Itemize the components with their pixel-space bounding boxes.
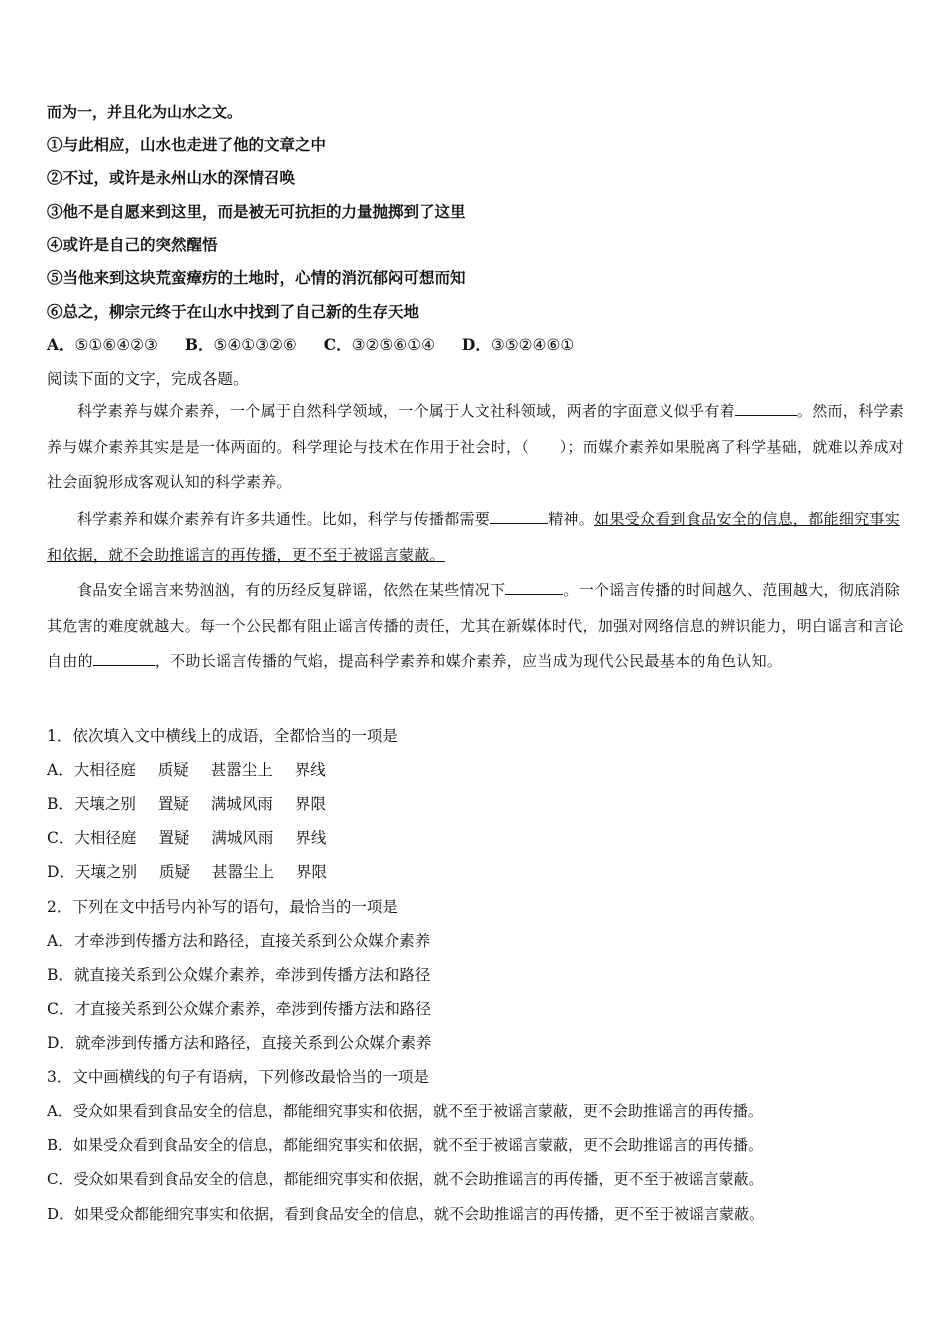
question-3-option-c: C．受众如果看到食品安全的信息，都能细究事实和依据，就不会助推谣言的再传播，更不至于被谣言蒙蔽。 [47, 1170, 764, 1188]
fill-blank [505, 580, 563, 595]
question-3-option-b: B．如果受众看到食品安全的信息，都能细究事实和依据，就不至于被谣言蒙蔽，更不会助推谣言的再传播。 [47, 1136, 764, 1154]
question-1-option-d: D．天壤之别 质疑 甚嚣尘上 界限 [47, 863, 327, 881]
question-2-option-c: C．才直接关系到公众媒介素养，牵涉到传播方法和路径 [47, 1000, 431, 1018]
sentence-5: ⑤当他来到这块荒蛮瘴疠的土地时，心情的消沉郁闷可想而知 [47, 268, 466, 287]
question-1-option-a: A．大相径庭 质疑 甚嚣尘上 界线 [47, 761, 326, 779]
order-options [47, 335, 574, 355]
question-3-stem: 3．文中画横线的句子有语病，下列修改最恰当的一项是 [47, 1068, 429, 1086]
order-option-c: C．③②⑤⑥①④ [323, 335, 435, 354]
fill-blank [490, 509, 548, 524]
question-3-option-a: A．受众如果看到食品安全的信息，都能细究事实和依据，就不至于被谣言蒙蔽，更不会助推谣言的再传播。 [47, 1102, 763, 1120]
question-2-option-a: A．才牵涉到传播方法和路径，直接关系到公众媒介素养 [47, 932, 431, 950]
underlined-sentence: 如果受众看到食品安全的信息，都能细究事实和依据，就不会助推谣言的再传播，更不至于被谣言蒙蔽。 [47, 510, 901, 564]
question-1-stem: 1．依次填入文中横线上的成语，全都恰当的一项是 [47, 727, 398, 745]
sentence-6: ⑥总之，柳宗元终于在山水中找到了自己新的生存天地 [47, 302, 420, 321]
question-1-option-b: B．天壤之别 置疑 满城风雨 界限 [47, 795, 326, 813]
passage-paragraph-3: 食品安全谣言来势汹汹，有的历经反复辟谣，依然在某些情况下 。一个谣言传播的时间越久、范围越大，彻底消除其危害的难度就越大。每一个公民都有阻止谣言传播的责任，尤其在新媒体时代，加强对网络信息的辨识能力，明白谣言和言论自由的 ，不助长谣言传播的气焰，提高科学素养和媒介素养，应当成为现代公民最基本的角色认知。 [47, 581, 904, 670]
question-1-option-c: C．大相径庭 置疑 满城风雨 界线 [47, 829, 327, 847]
fill-blank [735, 401, 797, 416]
sentence-1: ①与此相应，山水也走进了他的文章之中 [47, 135, 327, 154]
question-2-stem: 2．下列在文中括号内补写的语句，最恰当的一项是 [47, 898, 398, 916]
order-option-d: D．③⑤②④⑥① [461, 335, 575, 354]
question-2-option-b: B．就直接关系到公众媒介素养，牵涉到传播方法和路径 [47, 966, 431, 984]
order-option-a: A．⑤①⑥④②③ [47, 335, 158, 354]
sentence-2: ②不过，或许是永州山水的深情召唤 [47, 168, 296, 187]
passage-paragraph-1: 科学素养与媒介素养，一个属于自然科学领域，一个属于人文社科领域，两者的字面意义似乎有着 。然而，科学素养与媒介素养其实是是一体两面的。科学理论与技术在作用于社会时，（ ）；而媒介素养如果脱离了科学基础，就难以养成对社会面貌形成客观认知的科学素养。 [47, 402, 905, 491]
head-fragment: 而为一，并且化为山水之文。 [47, 103, 243, 121]
fill-blank [93, 651, 155, 666]
reading-intro: 阅读下面的文字，完成各题。 [47, 370, 249, 388]
passage-paragraph-2: 科学素养和媒介素养有许多共通性。比如，科学与传播都需要 精神。如果受众看到食品安全的信息，都能细究事实和依据，就不会助推谣言的再传播，更不至于被谣言蒙蔽。 [47, 510, 901, 564]
question-3-option-d: D．如果受众都能细究事实和依据，看到食品安全的信息，就不会助推谣言的再传播，更不至于被谣言蒙蔽。 [47, 1205, 765, 1223]
sentence-3: ③他不是自愿来到这里，而是被无可抗拒的力量抛掷到了这里 [47, 202, 466, 221]
question-2-option-d: D．就牵涉到传播方法和路径，直接关系到公众媒介素养 [47, 1034, 432, 1052]
sentence-4: ④或许是自己的突然醒悟 [47, 235, 218, 254]
order-option-b: B．⑤④①③②⑥ [184, 335, 297, 354]
